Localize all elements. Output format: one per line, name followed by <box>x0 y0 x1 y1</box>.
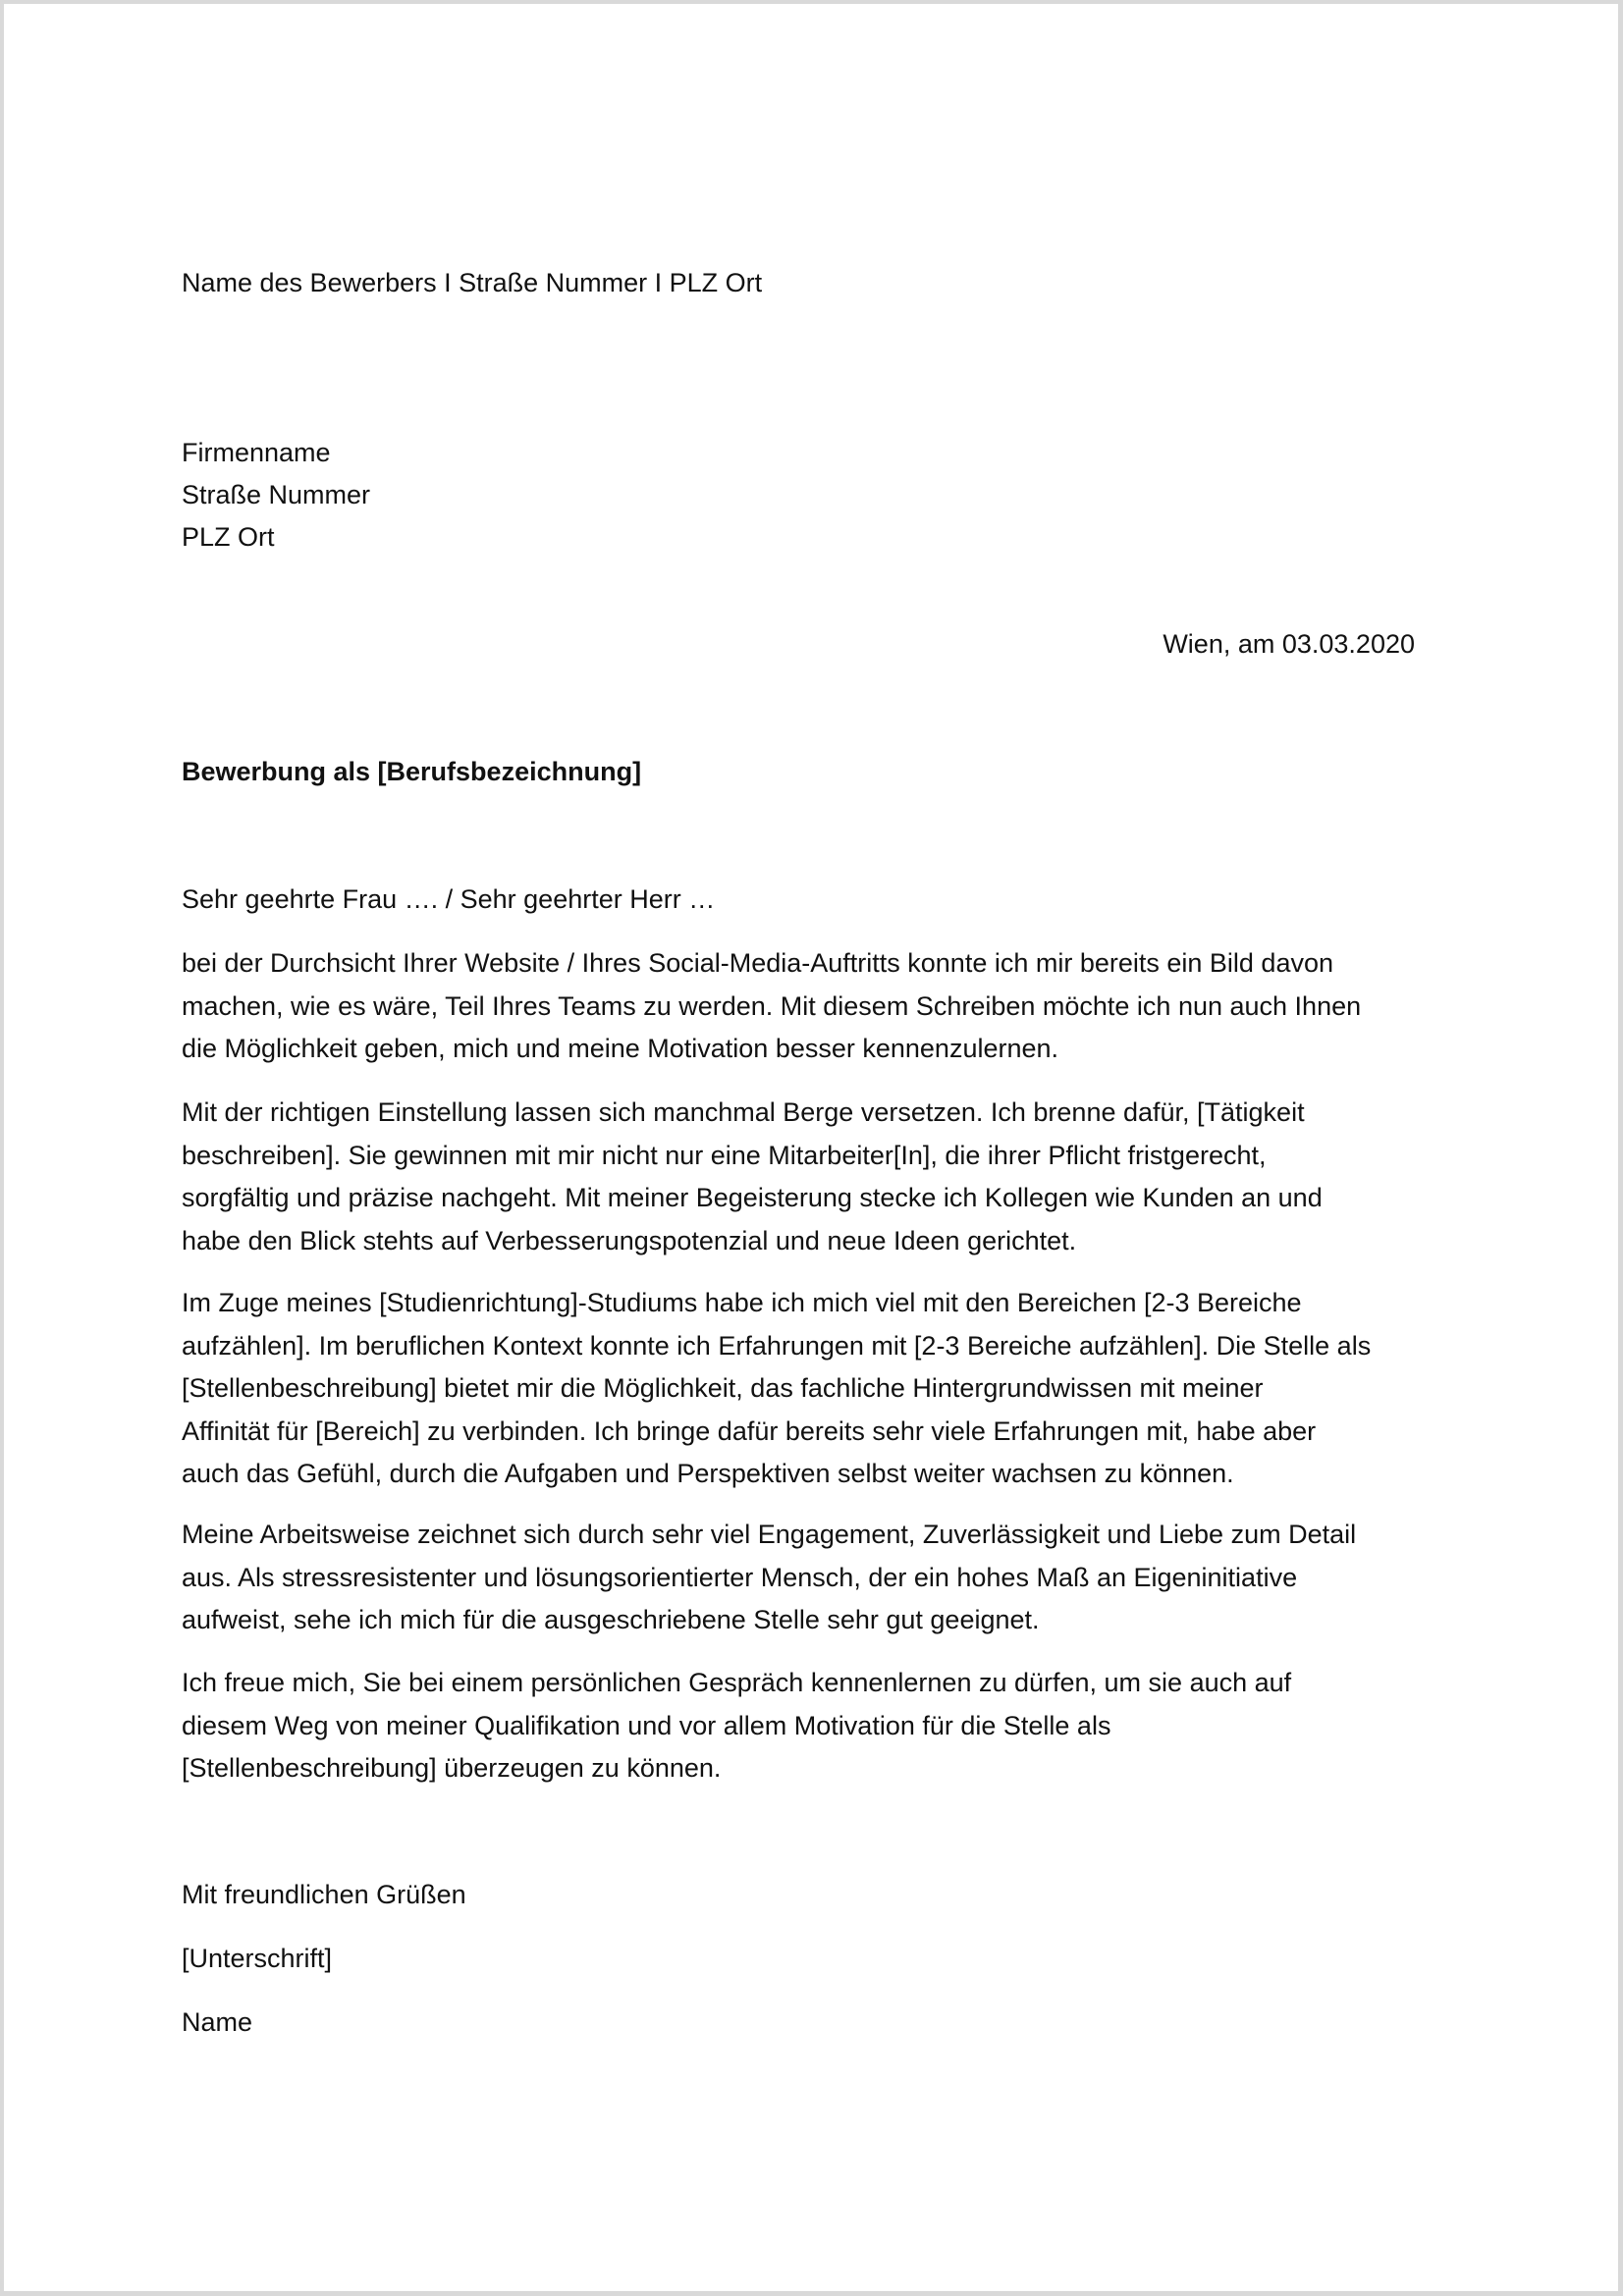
paragraph-line: Meine Arbeitsweise zeichnet sich durch sehr viel Engagement, Zuverlässigkeit und Liebe zum Detail <box>182 1520 1357 1549</box>
signature-placeholder: [Unterschrift] <box>182 1944 333 1973</box>
paragraph-line: diesem Weg von meiner Qualifikation und vor allem Motivation für die Stelle als <box>182 1710 1111 1740</box>
signer-name: Name <box>182 2007 253 2037</box>
paragraph-2 <box>182 1092 1438 1262</box>
paragraph-line: aufzählen]. Im beruflichen Kontext konnte ich Erfahrungen mit [2-3 Bereiche aufzählen]. Die Stelle als <box>182 1330 1372 1361</box>
recipient-street: Straße Nummer <box>182 480 371 509</box>
paragraph-line: die Möglichkeit geben, mich und meine Motivation besser kennenzulernen. <box>182 1034 1059 1063</box>
cover-letter <box>4 4 1618 2291</box>
paragraph-line: machen, wie es wäre, Teil Ihres Teams zu werden. Mit diesem Schreiben möchte ich nun auch Ihnen <box>182 990 1362 1021</box>
place-date: Wien, am 03.03.2020 <box>1163 629 1415 659</box>
paragraph-1 <box>182 942 1438 1071</box>
paragraph-3 <box>182 1282 1438 1496</box>
paragraph-line: auch das Gefühl, durch die Aufgaben und Perspektiven selbst weiter wachsen zu können. <box>182 1459 1234 1488</box>
paragraph-line: Ich freue mich, Sie bei einem persönlichen Gespräch kennenlernen zu dürfen, um sie auch auf <box>182 1668 1292 1697</box>
paragraph-line: beschreiben]. Sie gewinnen mit mir nicht nur eine Mitarbeiter[In], die ihrer Pflicht fristgerecht, <box>182 1140 1267 1170</box>
recipient-company: Firmenname <box>182 438 331 467</box>
sender-line: Name des Bewerbers I Straße Nummer I PLZ Ort <box>182 268 763 297</box>
paragraph-line: Im Zuge meines [Studienrichtung]-Studiums habe ich mich viel mit den Bereichen [2-3 Bereiche <box>182 1288 1302 1317</box>
paragraph-line: bei der Durchsicht Ihrer Website / Ihres Social-Media-Auftritts konnte ich mir bereits ein Bild davon <box>182 948 1333 978</box>
subject-line: Bewerbung als [Berufsbezeichnung] <box>182 757 642 786</box>
paragraph-5 <box>182 1662 1438 1790</box>
recipient-city: PLZ Ort <box>182 522 275 552</box>
paragraph-line: Affinität für [Bereich] zu verbinden. Ich bringe dafür bereits sehr viele Erfahrungen mit, habe aber <box>182 1415 1317 1446</box>
paragraph-line: Mit der richtigen Einstellung lassen sich manchmal Berge versetzen. Ich brenne dafür, [Tätigkeit <box>182 1097 1305 1127</box>
closing: Mit freundlichen Grüßen <box>182 1880 466 1909</box>
paragraph-line: [Stellenbeschreibung] überzeugen zu können. <box>182 1753 722 1783</box>
paragraph-line: aufweist, sehe ich mich für die ausgeschriebene Stelle sehr gut geeignet. <box>182 1605 1040 1634</box>
document-page <box>4 4 1618 2291</box>
paragraph-4 <box>182 1514 1438 1642</box>
paragraph-line: [Stellenbeschreibung] bietet mir die Möglichkeit, das fachliche Hintergrundwissen mit meiner <box>182 1373 1264 1403</box>
salutation: Sehr geehrte Frau …. / Sehr geehrter Herr … <box>182 884 716 914</box>
paragraph-line: aus. Als stressresistenter und lösungsorientierter Mensch, der ein hohes Maß an Eigeninitiative <box>182 1562 1298 1592</box>
paragraph-line: habe den Blick stehts auf Verbesserungspotenzial und neue Ideen gerichtet. <box>182 1225 1077 1255</box>
paragraph-line: sorgfältig und präzise nachgeht. Mit meiner Begeisterung stecke ich Kollegen wie Kunden an und <box>182 1183 1323 1212</box>
